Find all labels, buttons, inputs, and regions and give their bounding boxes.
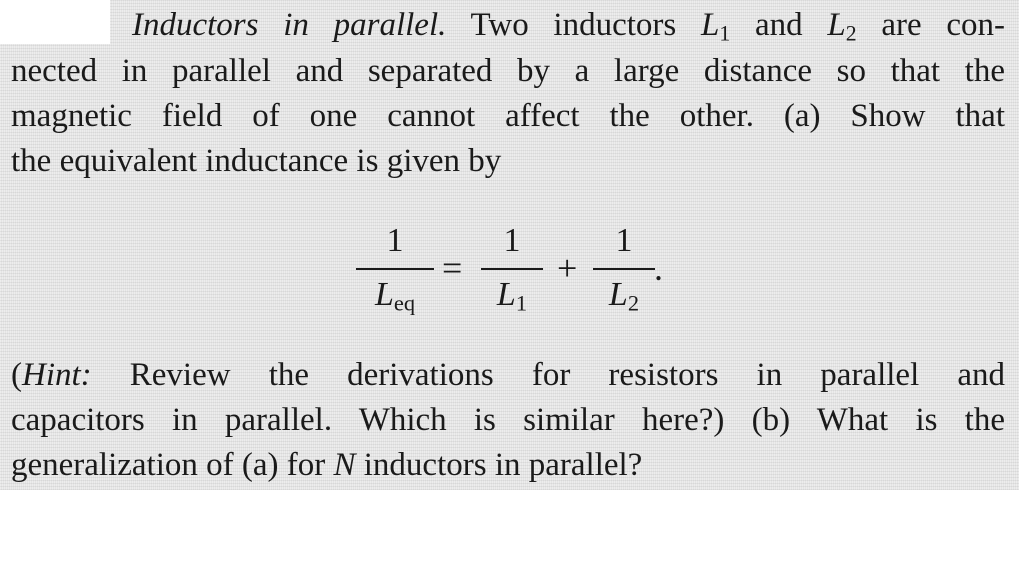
hint-label: Hint: [22, 357, 92, 393]
l2-symbol: L [608, 276, 628, 313]
intro-text: Two inductors [446, 7, 701, 43]
equation-period: . [654, 248, 663, 288]
equivalent-inductance-fraction [356, 222, 434, 322]
fraction-denominator [356, 276, 434, 314]
leq-subscript: eq [393, 290, 416, 316]
inductor-1-subscript: 1 [719, 21, 731, 46]
leq-symbol: L [374, 276, 394, 313]
problem-line-2: nected in parallel and separated by a large distance so that the [11, 53, 1005, 89]
question-b-line [11, 445, 1005, 485]
inductor-2-fraction [593, 222, 655, 322]
inductor-1-fraction [481, 222, 543, 322]
question-b-pre: generalization of (a) for [11, 447, 334, 483]
inductor-2-subscript: 2 [845, 21, 857, 46]
l2-subscript: 2 [627, 290, 640, 316]
fraction-numerator: 1 [503, 222, 521, 259]
hint-text: Review the derivations for resistors in parallel and [91, 357, 1005, 393]
fraction-numerator: 1 [615, 222, 633, 259]
fraction-denominator [481, 276, 543, 314]
n-symbol: N [333, 447, 356, 483]
inductor-2-symbol: L [827, 7, 846, 43]
hint-open-paren: ( [11, 357, 22, 393]
page-notch [0, 0, 110, 44]
l1-subscript: 1 [515, 290, 528, 316]
problem-line-3: magnetic field of one cannot affect the other. (a) Show that [11, 98, 1005, 134]
and-text: and [730, 7, 828, 43]
problem-line-4: the equivalent inductance is given by [11, 143, 502, 179]
fraction-bar [593, 268, 655, 270]
fraction-bar [356, 268, 434, 270]
l1-symbol: L [496, 276, 516, 313]
problem-title: Inductors in parallel. [132, 7, 447, 43]
inductor-1-symbol: L [700, 7, 720, 43]
fraction-numerator: 1 [386, 222, 404, 259]
problem-line-1 [132, 5, 1005, 45]
fraction-bar [481, 268, 543, 270]
hint-line-2: capacitors in parallel. Which is similar here?) (b) What is the [11, 402, 1005, 438]
question-b-post: inductors in parallel? [355, 447, 643, 483]
fraction-denominator [593, 276, 655, 314]
equals-sign: = [442, 248, 463, 288]
plus-sign: + [557, 248, 578, 288]
hint-line-1 [11, 355, 1005, 395]
line-1-end: are con- [856, 7, 1005, 43]
